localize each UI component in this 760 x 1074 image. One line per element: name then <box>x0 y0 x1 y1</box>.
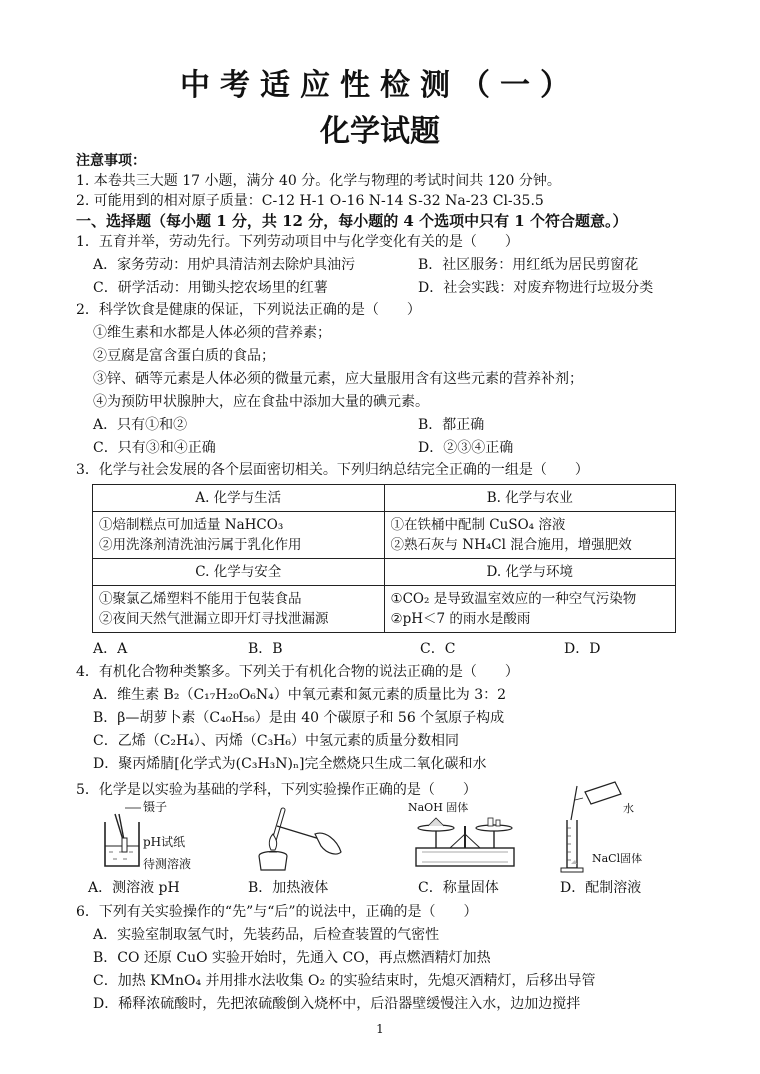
question-stem: 2．科学饮食是健康的保证，下列说法正确的是（ ） <box>76 302 421 318</box>
option-d: D．配制溶液 <box>560 880 642 896</box>
question-stem: 5．化学是以实验为基础的学科，下列实验操作正确的是（ ） <box>76 782 477 798</box>
option-c: C．乙烯（C₂H₄）、丙烯（C₃H₆）中氢元素的质量分数相同 <box>93 733 460 749</box>
option-b: B．社区服务：用红纸为居民剪窗花 <box>418 257 639 273</box>
option-d: D．D <box>564 641 601 657</box>
cell-d-head: D. 化学与环境 <box>384 559 676 586</box>
note-item: 2. 可能用到的相对原子质量：C-12 H-1 O-16 N-14 S-32 Na-23 Cl-35.5 <box>76 193 544 209</box>
option-b: B．B <box>248 641 283 657</box>
option-d: D．社会实践：对废弃物进行垃圾分类 <box>418 280 654 296</box>
option-c: C．研学活动：用锄头挖农场里的红薯 <box>93 280 328 296</box>
notes-heading: 注意事项： <box>76 153 146 169</box>
cell-d-body: ①CO₂ 是导致温室效应的一种空气污染物 ②pH＜7 的雨水是酸雨 <box>384 586 676 633</box>
question-stem: 6．下列有关实验操作的“先”与“后”的说法中，正确的是（ ） <box>76 904 478 920</box>
section-heading: 一、选择题（每小题 1 分，共 12 分，每小题的 4 个选项中只有 1 个符合题意。） <box>76 212 628 230</box>
question-stem: 1．五育并举，劳动先行。下列劳动项目中与化学变化有关的是（ ） <box>76 234 519 250</box>
label-nacl: NaCl固体 <box>592 852 643 865</box>
option-a: A．A <box>93 641 128 657</box>
question-stem: 3．化学与社会发展的各个层面密切相关。下列归纳总结完全正确的一组是（ ） <box>76 462 589 478</box>
q3-table <box>92 484 676 633</box>
page-title: 中考适应性检测（一） <box>180 68 580 103</box>
cell-c-head: C. 化学与安全 <box>93 559 385 586</box>
option-a: A．实验室制取氢气时，先装药品，后检查装置的气密性 <box>93 927 440 943</box>
option-b: B．都正确 <box>418 417 485 433</box>
label-tweezers: 镊子 <box>143 800 168 814</box>
cell-a-head: A. 化学与生活 <box>93 485 385 512</box>
cell-b-head: B. 化学与农业 <box>384 485 676 512</box>
label-naoh: NaOH 固体 <box>408 801 469 814</box>
page-number: 1 <box>376 1022 384 1036</box>
option-c: C．只有③和④正确 <box>93 440 216 456</box>
statement: ②豆腐是富含蛋白质的食品； <box>93 348 275 364</box>
heating-figure <box>245 800 355 876</box>
option-b: B．β—胡萝卜素（C₄₀H₅₆）是由 40 个碳原子和 56 个氢原子构成 <box>93 710 505 726</box>
page-subtitle: 化学试题 <box>320 114 440 149</box>
option-a: A．测溶液 pH <box>88 880 180 896</box>
cell-a-body: ①焙制糕点可加适量 NaHCO₃ ②用洗涤剂清洗油污属于乳化作用 <box>93 512 385 559</box>
option-c: C．C <box>420 641 456 657</box>
cell-b-body: ①在铁桶中配制 CuSO₄ 溶液 ②熟石灰与 NH₄Cl 混合施用，增强肥效 <box>384 512 676 559</box>
cell-c-body: ①聚氯乙烯塑料不能用于包装食品 ②夜间天然气泄漏立即开灯寻找泄漏源 <box>93 586 385 633</box>
note-item: 1. 本卷共三大题 17 小题，满分 40 分。化学与物理的考试时间共 120 分钟。 <box>76 173 561 189</box>
label-solution: 待测溶液 <box>143 857 192 871</box>
statement: ①维生素和水都是人体必须的营养素； <box>93 325 331 341</box>
option-a: A．家务劳动：用炉具清洁剂去除炉具油污 <box>93 257 356 273</box>
option-a: A．只有①和② <box>93 417 188 433</box>
label-ph-paper: pH试纸 <box>143 835 186 849</box>
option-d: D．聚丙烯腈[化学式为(C₃H₃N)ₙ]完全燃烧只生成二氧化碳和水 <box>93 756 487 772</box>
option-c: C．称量固体 <box>418 880 499 896</box>
label-water: 水 <box>623 802 634 815</box>
option-c: C．加热 KMnO₄ 并用排水法收集 O₂ 的实验结束时，先熄灭酒精灯，后移出导管 <box>93 973 596 989</box>
statement: ③锌、硒等元素是人体必须的微量元素，应大量服用含有这些元素的营养补剂； <box>93 371 583 387</box>
option-b: B．CO 还原 CuO 实验开始时，先通入 CO，再点燃酒精灯加热 <box>93 950 491 966</box>
option-d: D．稀释浓硫酸时，先把浓硫酸倒入烧杯中，后沿器壁缓慢注入水，边加边搅拌 <box>93 996 581 1012</box>
option-d: D．②③④正确 <box>418 440 514 456</box>
question-stem: 4．有机化合物种类繁多。下列关于有机化合物的说法正确的是（ ） <box>76 664 519 680</box>
statement: ④为预防甲状腺肿大，应在食盐中添加大量的碘元素。 <box>93 394 429 410</box>
option-b: B．加热液体 <box>248 880 329 896</box>
option-a: A．维生素 B₂（C₁₇H₂₀O₆N₄）中氧元素和氮元素的质量比为 3：2 <box>93 687 507 703</box>
